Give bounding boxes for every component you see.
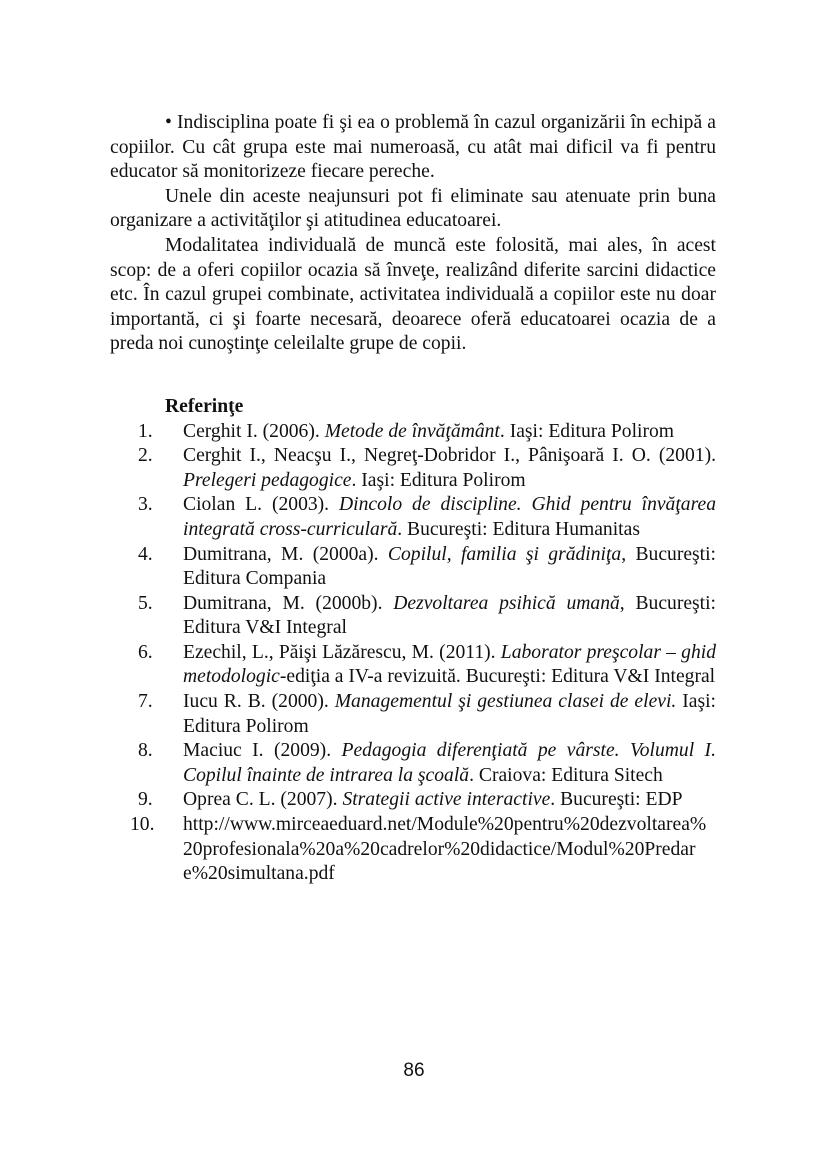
reference-item <box>110 788 716 813</box>
reference-publisher: . Iaşi: Editura Polirom <box>499 420 675 442</box>
reference-publisher: Iaşi: Editura Polirom <box>183 691 717 737</box>
reference-number: 3. <box>138 494 153 516</box>
body-paragraph-3: Modalitatea individuală de muncă este folosită, mai ales, în acest scop: de a oferi copiilor ocazia să înveţe, realizând diferite sarcini didactice etc. În cazul grupei combinate, activitatea individuală a copiilor este nu doar importantă, ci şi foarte necesară, deoarece oferă educatoarei ocazia de a preda noi cunoştinţe celeilalte grupe de copii. <box>110 234 716 355</box>
reference-title: Managementul şi gestiunea clasei de elevi. <box>334 691 677 713</box>
references-heading: Referinţe <box>165 395 244 417</box>
reference-item <box>110 739 716 788</box>
reference-author: Oprea C. L. (2007). <box>183 789 343 811</box>
reference-title: Laborator preşcolar – ghid metodologic <box>183 641 717 688</box>
reference-title: Copilul, familia şi grădiniţa, <box>387 543 627 565</box>
reference-title: Dezvoltarea psihică umană <box>393 592 620 614</box>
reference-title: Strategii active interactive <box>342 789 551 811</box>
body-paragraph-2: Unele din aceste neajunsuri pot fi eliminate sau atenuate prin buna organizare a activităţilor şi atitudinea educatoarei. <box>110 185 716 232</box>
reference-number: 1. <box>138 420 153 442</box>
reference-publisher: . Craiova: Editura Sitech <box>469 764 663 786</box>
reference-number: 5. <box>138 592 153 614</box>
reference-item <box>110 493 716 542</box>
reference-author: Ezechil, L., Păişi Lăzărescu, M. (2011). <box>183 641 501 663</box>
body-paragraph-1: • Indisciplina poate fi şi ea o problemă în cazul organizării în echipă a copiilor. Cu cât grupa este mai numeroasă, cu atât mai dificil va fi pentru educator să monitorizeze fiecare pereche. <box>110 112 716 183</box>
reference-title: Dincolo de discipline. Ghid pentru învăţarea integrată cross-curriculară <box>183 494 716 540</box>
reference-item <box>110 543 716 592</box>
reference-url: http://www.mirceaeduard.net/Module%20pentru%20dezvoltarea%20profesionala%20a%20cadrelor%20didactice/Modul%20Predare%20simultana.pdf <box>183 814 707 885</box>
reference-item <box>110 444 716 493</box>
reference-number: 7. <box>138 691 153 713</box>
reference-number: 2. <box>138 445 153 467</box>
reference-publisher: , Bucureşti: Editura V&I Integral <box>183 592 717 639</box>
reference-title: Metode de învăţământ <box>324 420 500 442</box>
reference-publisher: -ediţia a IV-a revizuită. Bucureşti: Editura V&I Integral <box>279 666 716 688</box>
reference-author: Ciolan L. (2003). <box>183 494 339 516</box>
page-content <box>110 111 716 887</box>
reference-item <box>110 813 716 887</box>
reference-publisher: Bucureşti: Editura Compania <box>183 543 717 590</box>
reference-author: Cerghit I. (2006). <box>183 420 325 442</box>
reference-number: 4. <box>138 543 153 565</box>
reference-author: Iucu R. B. (2000). <box>183 691 335 713</box>
reference-title: Pedagogia diferenţiată pe vârste. Volumul I. Copilul înainte de intrarea la şcoală <box>183 740 716 786</box>
reference-author: Maciuc I. (2009). <box>183 740 342 762</box>
references-list <box>110 420 716 887</box>
reference-item <box>110 690 716 739</box>
reference-author: Cerghit I., Neacşu I., Negreţ-Dobridor I., Pânişoară I. O. (2001). <box>183 445 716 467</box>
reference-number: 10. <box>130 814 155 836</box>
reference-publisher: . Iaşi: Editura Polirom <box>351 469 526 491</box>
page-number: 86 <box>403 1060 425 1081</box>
reference-title: Prelegeri pedagogice <box>183 469 352 491</box>
reference-publisher: . Bucureşti: Editura Humanitas <box>397 518 640 540</box>
reference-item <box>110 420 716 445</box>
reference-publisher: . Bucureşti: EDP <box>550 789 683 811</box>
reference-number: 8. <box>138 740 153 762</box>
reference-author: Dumitrana, M. (2000a). <box>183 543 388 565</box>
reference-item <box>110 641 716 690</box>
reference-item <box>110 592 716 641</box>
reference-number: 9. <box>138 789 153 811</box>
reference-author: Dumitrana, M. (2000b). <box>183 592 394 614</box>
reference-number: 6. <box>138 641 153 663</box>
